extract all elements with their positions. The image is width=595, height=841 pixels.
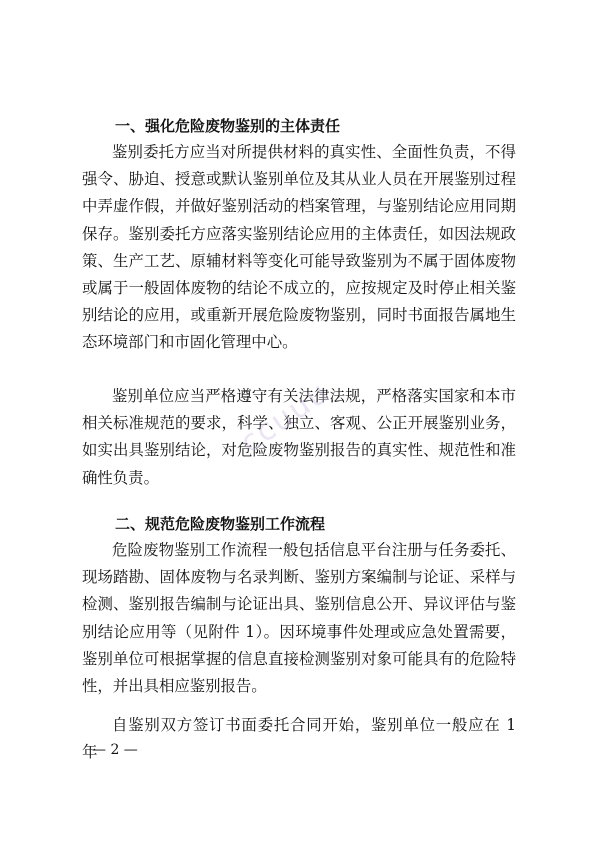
paragraph-text: 鉴别委托方应当对所提供材料的真实性、全面性负责，不得强令、胁迫、授意或默认鉴别单位及其从业人员在开展鉴别过程中弄虚作假，并做好鉴别活动的档案管理，与鉴别结论应用同期保存。鉴别委托方应落实鉴别结论应用的主体责任，如因法规政策、生产工艺、原辅材料等变化可能导致鉴别为不属于固体废物或属于一般固体废物的结论不成立的，应按规定及时停止相关鉴别结论的应用，或重新开展危险废物鉴别，同时书面报告属地生态环境部门和市固化管理中心。 bbox=[82, 143, 516, 352]
section1-paragraph-1 bbox=[82, 139, 516, 357]
section1-paragraph-2 bbox=[82, 383, 516, 492]
paragraph-text: 鉴别单位应当严格遵守有关法律法规，严格落实国家和本市相关标准规范的要求，科学、独立、客观、公正开展鉴别业务，如实出具鉴别结论，对危险废物鉴别报告的真实性、规范性和准确性负责。 bbox=[82, 387, 516, 487]
watermark: ccuuu bbox=[234, 374, 337, 461]
section2-heading: 二、规范危险废物鉴别工作流程 bbox=[115, 515, 326, 533]
section2-paragraph-2 bbox=[82, 712, 516, 766]
section1-heading: 一、强化危险废物鉴别的主体责任 bbox=[115, 117, 341, 135]
page-number: — 2 — bbox=[92, 742, 138, 758]
paragraph-text: 自鉴别双方签订书面委托合同开始，鉴别单位一般应在 1 年 bbox=[82, 716, 516, 762]
section2-paragraph-1 bbox=[82, 537, 516, 700]
paragraph-text: 危险废物鉴别工作流程一般包括信息平台注册与任务委托、现场踏勘、固体废物与名录判断、鉴别方案编制与论证、采样与检测、鉴别报告编制与论证出具、鉴别信息公开、异议评估与鉴别结论应用等（见附件 1）。因环境事件处理或应急处置需要，鉴别单位可根据掌握的信息直接检测鉴别对象可能具有的危险特性，并出具相应鉴别报告。 bbox=[82, 541, 516, 696]
